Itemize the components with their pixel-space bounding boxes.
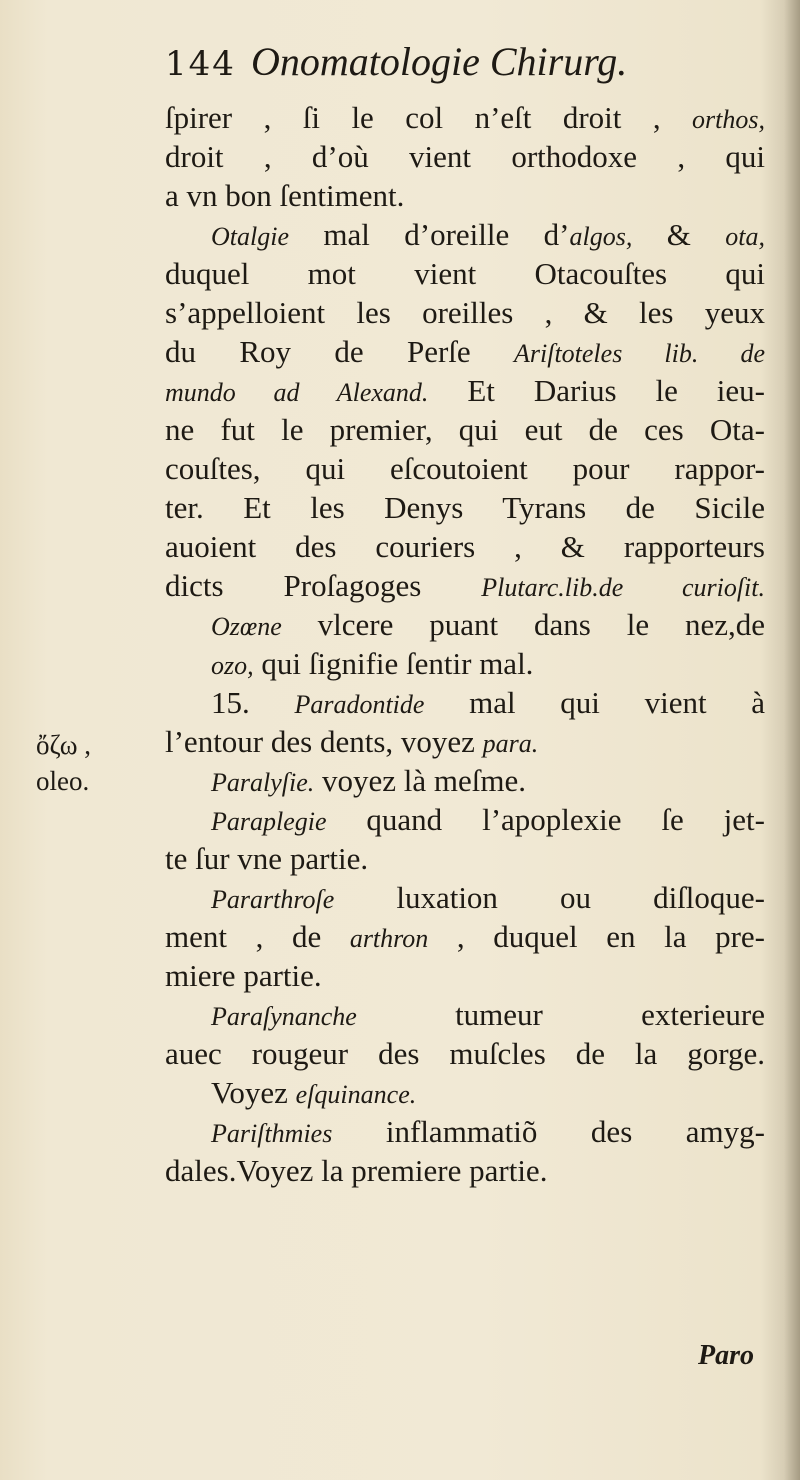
text-segment: Voyez xyxy=(211,1075,296,1110)
italic-term: Ariſtoteles lib. de xyxy=(514,339,765,368)
text-segment: luxation ou diſloque- xyxy=(334,880,765,915)
text-segment: tumeur exterieure xyxy=(356,997,765,1032)
text-line xyxy=(165,566,765,605)
italic-term: Paradontide xyxy=(294,690,425,719)
page-header xyxy=(165,38,627,94)
italic-term: orthos, xyxy=(692,105,765,134)
text-segment: vlcere puant dans le nez,de xyxy=(281,607,765,642)
italic-term: ota, xyxy=(725,222,766,251)
text-segment: & xyxy=(632,217,726,252)
text-line xyxy=(165,644,765,683)
text-line xyxy=(165,1112,765,1151)
text-line xyxy=(165,449,765,488)
text-segment: voyez là meſme. xyxy=(314,763,527,798)
page-edge-shadow xyxy=(784,0,800,1480)
text-segment: droit , d’où vient orthodoxe , qui xyxy=(165,139,765,174)
page-number: 144 xyxy=(165,44,236,84)
text-line xyxy=(165,1034,765,1073)
text-line xyxy=(165,254,765,293)
text-line xyxy=(165,332,765,371)
text-line xyxy=(165,878,765,917)
text-segment: quand l’apoplexie ſe jet- xyxy=(326,802,765,837)
text-segment: te ſur vne partie. xyxy=(165,841,369,876)
text-line xyxy=(165,293,765,332)
italic-term: Pariſthmies xyxy=(211,1119,333,1148)
text-segment: ne fut le premier, qui eut de ces Ota- xyxy=(165,412,765,447)
text-segment: ment , de xyxy=(165,919,350,954)
text-line xyxy=(165,176,765,215)
text-segment: inflammatiõ des amyg- xyxy=(332,1114,765,1149)
text-segment: ter. Et les Denys Tyrans de Sicile xyxy=(165,490,765,525)
text-segment: qui ſignifie ſentir mal. xyxy=(253,646,534,681)
body-text xyxy=(165,98,765,1190)
text-line xyxy=(165,1073,765,1112)
italic-term: algos, xyxy=(569,222,633,251)
text-segment: l’entour des dents, voyez xyxy=(165,724,483,759)
text-segment: auec rougeur des muſcles de la gorge. xyxy=(165,1036,765,1071)
text-line xyxy=(165,488,765,527)
italic-term: eſquinance. xyxy=(295,1080,417,1109)
text-line xyxy=(165,761,765,800)
text-segment: ſpirer , ſi le col n’eſt droit , xyxy=(165,100,693,135)
text-line xyxy=(165,839,765,878)
text-segment: mal qui vient à xyxy=(424,685,766,720)
italic-term: Otalgie xyxy=(211,222,289,251)
text-segment: dicts Proſagoges xyxy=(165,568,482,603)
text-line xyxy=(165,215,765,254)
text-line xyxy=(165,800,765,839)
text-line xyxy=(165,137,765,176)
text-segment: duquel mot vient Otacouſtes qui xyxy=(165,256,765,291)
text-line xyxy=(165,605,765,644)
italic-term: Paraplegie xyxy=(211,807,327,836)
italic-term: Ozœne xyxy=(211,612,282,641)
text-line xyxy=(165,410,765,449)
text-line xyxy=(165,956,765,995)
text-segment: dales.Voyez la premiere partie. xyxy=(165,1153,548,1188)
text-segment: Et Darius le ieu- xyxy=(428,373,765,408)
italic-term: Paralyſie. xyxy=(211,768,315,797)
margin-note-latin: oleo. xyxy=(36,766,90,796)
text-segment: miere partie. xyxy=(165,958,322,993)
text-segment: couſtes, qui eſcoutoient pour rappor- xyxy=(165,451,765,486)
text-segment: , duquel en la pre- xyxy=(428,919,765,954)
margin-note-greek: ὄζω , xyxy=(36,730,91,760)
italic-term: Pararthroſe xyxy=(211,885,335,914)
italic-term: para. xyxy=(482,729,539,758)
text-segment: a vn bon ſentiment. xyxy=(165,178,405,213)
italic-term: mundo ad Alexand. xyxy=(165,378,429,407)
text-line xyxy=(165,371,765,410)
text-line xyxy=(165,722,765,761)
italic-term: Paraſynanche xyxy=(211,1002,357,1031)
running-title: Onomatologie Chirurg. xyxy=(251,39,628,84)
italic-term: Plutarc.lib.de curioſit. xyxy=(481,573,766,602)
catchword: Paro xyxy=(698,1340,754,1371)
text-line xyxy=(165,98,765,137)
text-segment: 15. xyxy=(211,685,295,720)
text-line xyxy=(165,527,765,566)
text-segment: s’appelloient les oreilles , & les yeux xyxy=(165,295,765,330)
text-segment: du Roy de Perſe xyxy=(165,334,514,369)
text-line xyxy=(165,917,765,956)
text-line xyxy=(165,995,765,1034)
italic-term: ozo, xyxy=(211,651,254,680)
text-segment: auoient des couriers , & rapporteurs xyxy=(165,529,765,564)
text-segment: mal d’oreille d’ xyxy=(289,217,570,252)
italic-term: arthron xyxy=(349,924,429,953)
text-line xyxy=(165,683,765,722)
text-line xyxy=(165,1151,765,1190)
